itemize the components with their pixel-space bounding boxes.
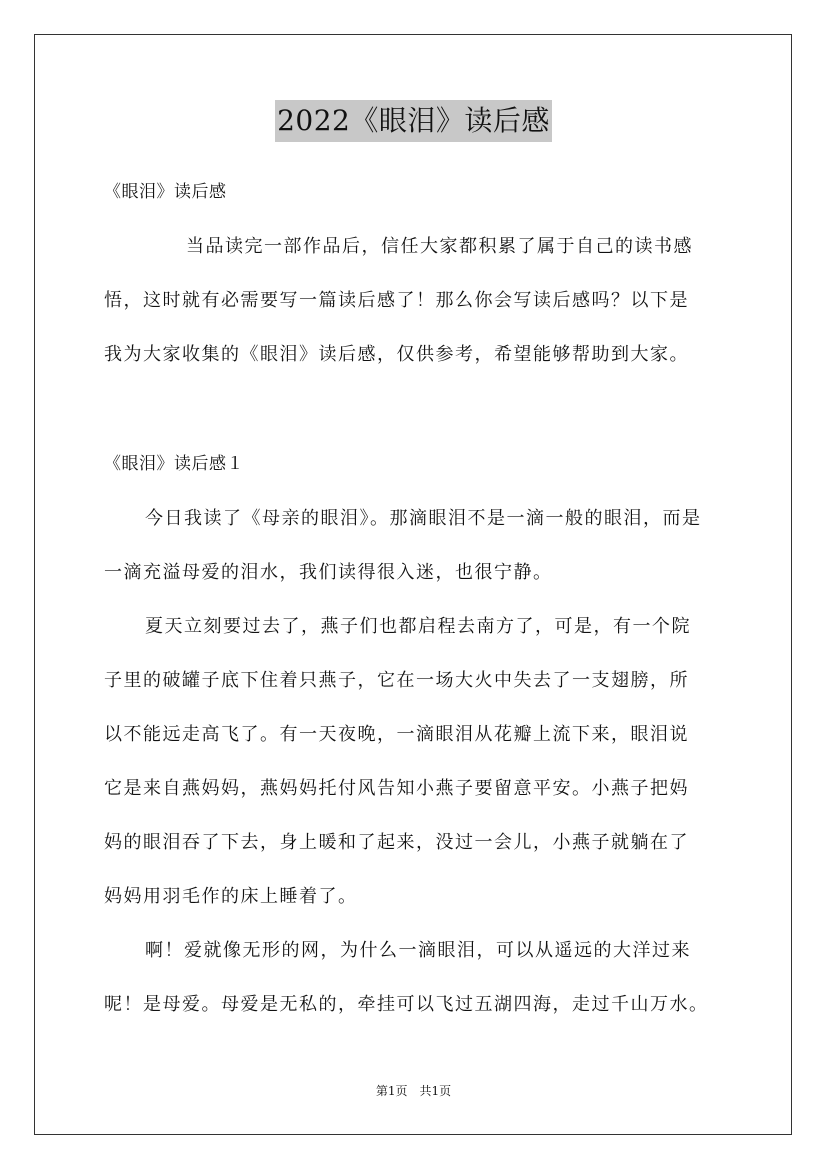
body-line-3: 夏天立刻要过去了，燕子们也都启程去南方了，可是，有一个院: [145, 616, 691, 637]
page-footer: 第1页 共1页: [375, 1084, 452, 1098]
body-line-9: 啊！爱就像无形的网，为什么一滴眼泪，可以从遥远的大洋过来: [145, 940, 691, 961]
body-line-5: 以不能远走高飞了。有一天夜晚，一滴眼泪从花瓣上流下来，眼泪说: [104, 724, 689, 745]
body-line-10: 呢！是母爱。母爱是无私的，牵挂可以飞过五湖四海，走过千山万水。: [104, 994, 709, 1015]
intro-line-2: 悟，这时就有必需要写一篇读后感了！那么你会写读后感吗？以下是: [104, 290, 689, 311]
body-line-6: 它是来自燕妈妈，燕妈妈托付风告知小燕子要留意平安。小燕子把妈: [104, 778, 689, 799]
body-line-7: 妈的眼泪吞了下去，身上暖和了起来，没过一会儿，小燕子就躺在了: [104, 832, 689, 853]
intro-line-1: 当品读完一部作品后，信任大家都积累了属于自己的读书感: [186, 236, 693, 257]
body-line-8: 妈妈用羽毛作的床上睡着了。: [104, 886, 358, 907]
document-title: 2022《眼泪》读后感: [275, 100, 552, 142]
body-line-2: 一滴充溢母爱的泪水，我们读得很入迷，也很宁静。: [104, 562, 553, 583]
body-line-4: 子里的破罐子底下住着只燕子，它在一场大火中失去了一支翅膀，所: [104, 670, 689, 691]
intro-line-3: 我为大家收集的《眼泪》读后感，仅供参考，希望能够帮助到大家。: [104, 344, 689, 365]
document-title-wrap: [0, 100, 827, 142]
heading-2: 《眼泪》读后感１: [104, 454, 244, 474]
body-line-1: 今日我读了《母亲的眼泪》。那滴眼泪不是一滴一般的眼泪，而是: [145, 508, 702, 529]
heading-1: 《眼泪》读后感: [104, 182, 227, 202]
